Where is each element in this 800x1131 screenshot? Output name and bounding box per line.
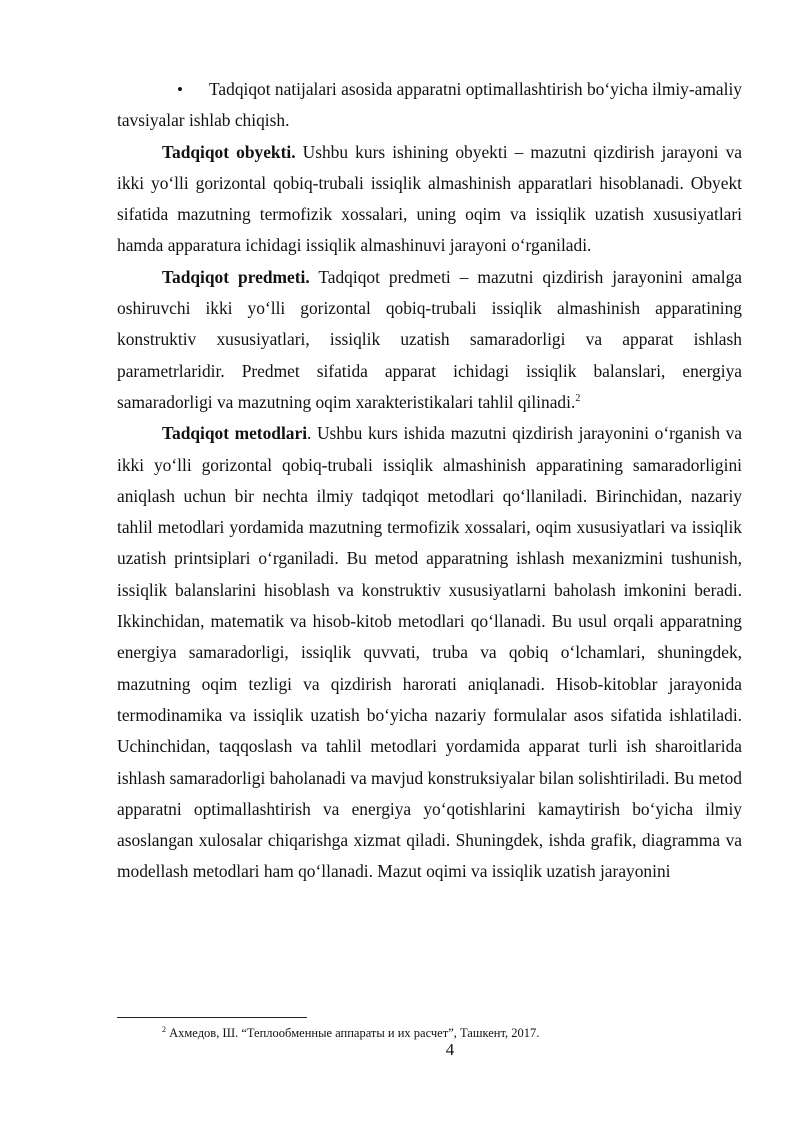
text-methods: . Ushbu kurs ishida mazutni qizdirish jarayonini o‘rganish va ikki yo‘lli gorizontal qobiq-trubali issiqlik almashinish apparatining samaradorligini aniqlash uchun bir nechta ilmiy tadqiqot metodlari qo‘llaniladi. Birinchidan, nazariy tahlil metodlari yordamida mazutning termofizik xossalari, oqim xususiyatlari va issiqlik uzatish printsiplari o‘rganiladi. Bu metod apparatning ishlash mexanizmini tushunish, issiqlik balanslarini hisoblash va konstruktiv xususiyatlarni baholash imkonini beradi. Ikkinchidan, matematik va hisob-kitob metodlari qo‘llanadi. Bu usul orqali apparatning energiya samaradorligi, issiqlik quvvati, truba va qobiq o‘lchamlari, shuningdek, mazutning oqim tezligi va qizdirish harorati aniqlanadi. Hisob-kitoblar jarayonida termodinamika va issiqlik uzatish bo‘yicha nazariy formulalar asos sifatida ishlatiladi. Uchinchidan, taqqoslash va tahlil metodlari yordamida apparat turli ish sharoitlarida ishlash samaradorligi baholanadi va mavjud konstruksiyalar bilan solishtiriladi. Bu metod apparatni optimallashtirish va energiya yo‘qotishlarini kamaytirish bo‘yicha ilmiy asoslangan xulosalar chiqarishga xizmat qiladi. Shuningdek, ishda grafik, diagramma va modellash metodlari ham qo‘llanadi. Mazut oqimi va issiqlik uzatish jarayonini: [117, 423, 742, 882]
paragraph-methods: [117, 418, 742, 887]
paragraph-object: [117, 137, 742, 262]
footnote-text: Ахмедов, Ш. “Теплообменные аппараты и их расчет”, Ташкент, 2017.: [166, 1026, 540, 1040]
heading-object: Tadqiqot obyekti.: [162, 141, 296, 162]
page-number: 4: [445, 1040, 455, 1059]
bullet-item: [117, 74, 742, 137]
heading-methods: Tadqiqot metodlari: [162, 423, 308, 444]
text-object: Ushbu kurs ishining obyekti – mazutni qizdirish jarayoni va ikki yo‘lli gorizontal qobiq-trubali issiqlik almashinish apparatlari hisoblanadi. Obyekt sifatida mazutning termofizik xossalari, uning oqim va issiqlik uzatish xususiyatlari hamda apparatura ichidagi issiqlik almashinuvi jarayoni o‘rganiladi.: [117, 141, 742, 256]
footnote-number: 2: [162, 1024, 166, 1034]
footnote: [162, 1025, 762, 1041]
text-subject: Tadqiqot predmeti – mazutni qizdirish jarayonini amalga oshiruvchi ikki yo‘lli gorizontal qobiq-trubali issiqlik almashinish apparatining konstruktiv xususiyatlari, issiqlik uzatish samaradorligi va apparat ishlash parametrlaridir. Predmet sifatida apparat ichidagi issiqlik balanslari, energiya samaradorligi va mazutning oqim xarakteristikalari tahlil qilinadi.: [117, 266, 742, 412]
footnote-reference[interactable]: 2: [575, 393, 581, 405]
footnote-separator: [117, 1017, 307, 1018]
body-text: [117, 74, 742, 888]
bullet-text: Tadqiqot natijalari asosida apparatni optimallashtirish bo‘yicha ilmiy-amaliy tavsiyalar ishlab chiqish.: [117, 79, 742, 131]
paragraph-subject: [117, 262, 742, 418]
heading-subject: Tadqiqot predmeti.: [162, 266, 310, 287]
bullet-icon: •: [177, 80, 183, 99]
